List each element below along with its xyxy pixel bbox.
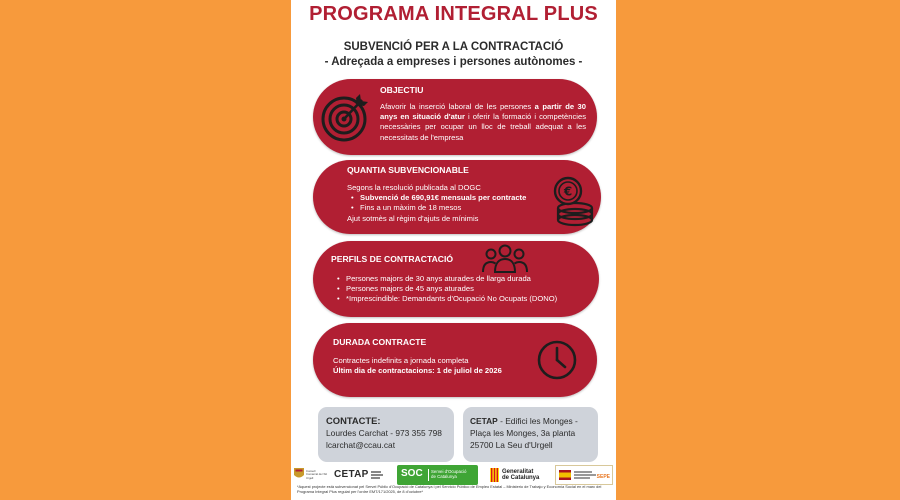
- objectiu-card: [313, 79, 597, 155]
- perfils-heading: PERFILS DE CONTRACTACIÓ: [331, 254, 454, 264]
- address-line-1: [470, 415, 592, 427]
- durada-heading: DURADA CONTRACTE: [333, 337, 427, 347]
- svg-text:€: €: [563, 184, 573, 199]
- cetap-logo: CETAP: [334, 465, 384, 485]
- subtitle-audience: - Adreçada a empreses i persones autònomes -: [324, 56, 583, 68]
- quantia-text: [347, 183, 557, 224]
- target-icon: [317, 89, 373, 145]
- perfils-card: [313, 241, 599, 317]
- quantia-outro: Ajut sotmès al règim d'ajuts de mínimis: [347, 213, 479, 223]
- contact-email-link[interactable]: lcarchat@ccau.cat: [326, 440, 396, 450]
- objectiu-text-a: Afavorir la inserció laboral de les persones: [380, 102, 535, 111]
- address-building: - Edifici les Monges -: [497, 416, 578, 426]
- soc-logo: SOC Servei d'Ocupació de Catalunya: [397, 465, 478, 485]
- durada-card: [313, 323, 597, 397]
- page-title: PROGRAMA INTEGRAL PLUS: [309, 3, 598, 25]
- objectiu-text-b: i oferir la formació i competències necessàries per ocupar un lloc de treball adequat a les necessitats de l'empresa: [380, 112, 586, 142]
- objectiu-text: [380, 102, 586, 143]
- address-org: CETAP: [470, 416, 498, 426]
- address-box: [463, 407, 598, 462]
- perfils-bullet-2: • Persones majors de 45 anys aturades: [337, 284, 595, 294]
- perfils-bullet-1: • Persones majors de 30 anys aturades de llarga durada: [337, 274, 595, 284]
- generalitat-logo: Generalitat de Catalunya: [490, 465, 546, 485]
- euro-coins-icon: [548, 174, 596, 228]
- quantia-bullet-duration: • Fins a un màxim de 18 mesos: [351, 203, 557, 213]
- objectiu-heading: OBJECTIU: [380, 85, 424, 95]
- contact-phone: Lourdes Carchat - 973 355 798: [326, 428, 442, 438]
- quantia-intro: Segons la resolució publicada al DOGC: [347, 183, 481, 192]
- footnote: *Aquest projecte està subvencionat pel Servei Públic d'Ocupació de Catalunya i pel Servicio Público de Empleo Estatal – Ministerio de Trabajo y Economía Social en el marc del Programa Integral Plus regulat per l'ordre EMT/171/2025, de 8 d'octubre*: [297, 484, 602, 494]
- ministerio-sepe-logo: SEPE: [555, 465, 613, 485]
- contact-box: [318, 407, 454, 462]
- durada-text: [333, 356, 539, 376]
- quantia-card: [313, 160, 601, 234]
- objectiu-text-bold: a partir de 30 anys en situació d'atur: [380, 102, 586, 122]
- address-line-2: Plaça les Monges, 3a planta: [470, 428, 576, 438]
- perfils-bullet-3: • *Imprescindible: Demandants d'Ocupació No Ocupats (DONO): [337, 294, 595, 304]
- clock-icon: [535, 338, 579, 382]
- perfils-list: [337, 274, 595, 305]
- quantia-bullet-amount: • Subvenció de 690,91€ mensuals per contracte: [351, 193, 557, 203]
- durada-line-1: Contractes indefinits a jornada completa: [333, 356, 469, 365]
- consell-comarcal-logo: Consell Comarcal de l'Alt Urgell: [294, 465, 326, 485]
- poster: [291, 0, 616, 500]
- logos-strip: [291, 465, 616, 485]
- address-line-3: 25700 La Seu d'Urgell: [470, 440, 553, 450]
- durada-line-2: Últim dia de contractacions: 1 de juliol de 2026: [333, 366, 502, 376]
- contact-heading: CONTACTE:: [326, 415, 381, 426]
- subtitle: SUBVENCIÓ PER A LA CONTRACTACIÓ: [343, 41, 564, 53]
- quantia-heading: QUANTIA SUBVENCIONABLE: [347, 165, 469, 175]
- people-group-icon: [481, 243, 529, 275]
